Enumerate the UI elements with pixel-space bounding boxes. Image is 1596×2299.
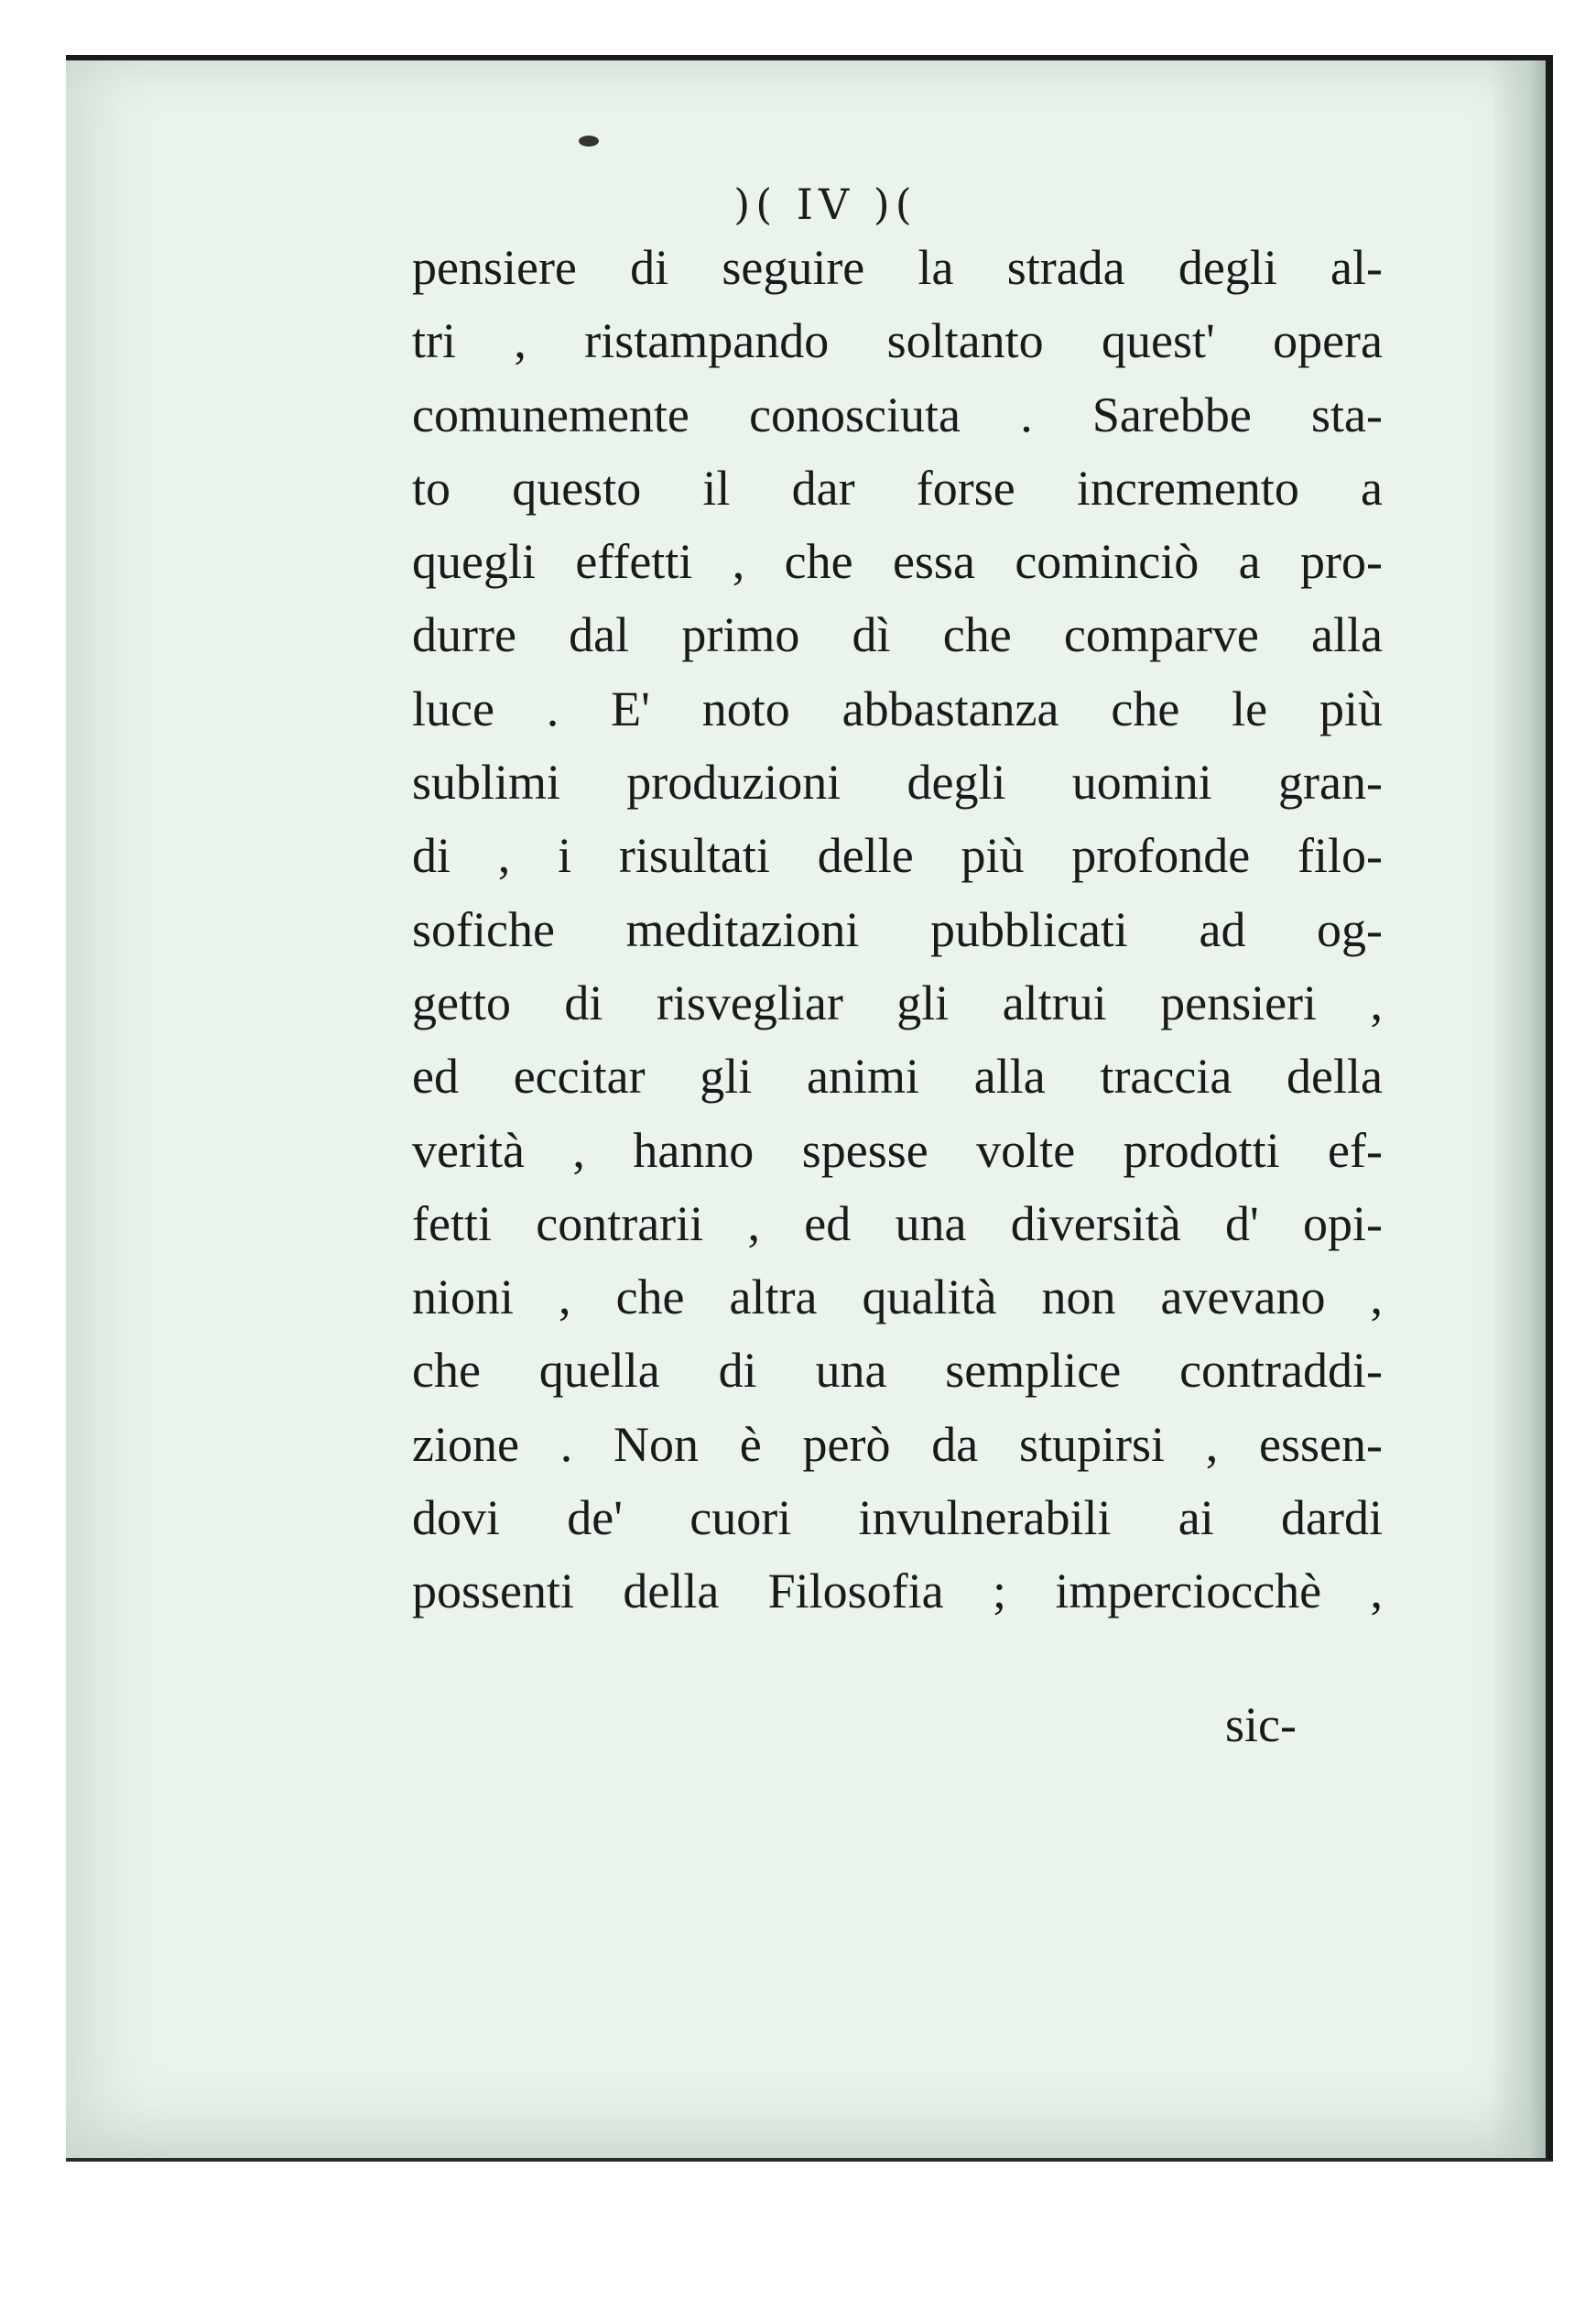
text-line: possenti della Filosofia ; imperciocchè , [412, 1564, 1383, 1619]
text-line: luce . E' noto abbastanza che le più [412, 681, 1383, 736]
text-line: verità , hanno spesse volte prodotti ef- [412, 1122, 1383, 1178]
text-line: ed eccitar gli animi alla traccia della [412, 1049, 1383, 1105]
text-line: sublimi produzioni degli uomini gran- [412, 755, 1383, 811]
text-line: fetti contrarii , ed una diversità d' opi- [412, 1195, 1383, 1251]
text-line: to questo il dar forse incremento a [412, 460, 1383, 516]
text-line: zione . Non è però da stupirsi , essen- [412, 1416, 1383, 1472]
text-line: nioni , che altra qualità non avevano , [412, 1269, 1383, 1325]
text-line: che quella di una semplice contraddi- [412, 1343, 1383, 1399]
ink-speck [579, 136, 599, 147]
text-line: sofiche meditazioni pubblicati ad og- [412, 901, 1383, 957]
catchword: sic- [1225, 1697, 1297, 1752]
page-gutter-shadow [1491, 60, 1546, 2158]
page-header: )( IV )( [733, 180, 917, 229]
body-text [412, 231, 1383, 1629]
text-line: pensiere di seguire la strada degli al- [412, 240, 1383, 295]
text-line: quegli effetti , che essa cominciò a pro- [412, 534, 1383, 590]
text-line: di , i risultati delle più profonde filo- [412, 828, 1383, 884]
text-line: durre dal primo dì che comparve alla [412, 607, 1383, 663]
text-line: comunemente conosciuta . Sarebbe sta- [412, 387, 1383, 442]
text-line: tri , ristampando soltanto quest' opera [412, 313, 1383, 369]
text-line: getto di risvegliar gli altrui pensieri , [412, 975, 1383, 1030]
text-line: dovi de' cuori invulnerabili ai dardi [412, 1490, 1383, 1546]
